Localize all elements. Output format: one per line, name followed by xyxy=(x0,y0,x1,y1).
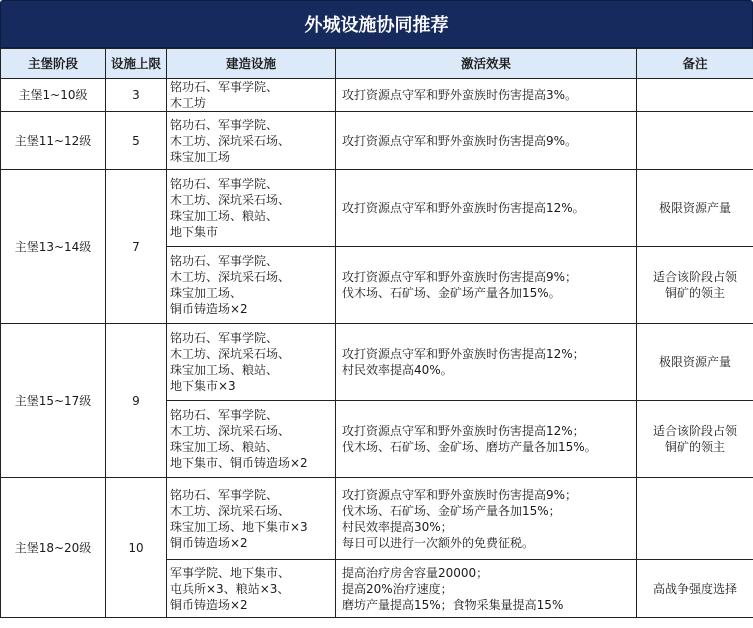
limit-cell: 9 xyxy=(106,324,167,478)
effects-cell-line: 伐木场、石矿场、金矿场产量各加15%； xyxy=(342,503,561,518)
facilities-cell-line: 珠宝加工场、粮站、 xyxy=(170,363,279,377)
facilities-cell xyxy=(167,324,336,401)
facilities-cell-line: 地下集市×3 xyxy=(170,379,236,393)
facilities-cell-line: 珠宝加工场、地下集市×3 xyxy=(170,519,308,534)
facility-table xyxy=(0,48,753,618)
note-cell-line: 适合该阶段占领 xyxy=(652,424,737,438)
facilities-cell-line: 珠宝加工场、粮站、 xyxy=(170,440,279,454)
facilities-cell-line: 木工坊、深坑采石场、 xyxy=(170,133,291,148)
facilities-cell-line: 珠宝加工场、粮站、 xyxy=(170,209,279,223)
note-cell-line: 适合该阶段占领 xyxy=(652,270,737,284)
note-cell xyxy=(637,170,753,247)
facilities-cell xyxy=(167,401,336,478)
facilities-cell-line: 木工坊、深坑采石场、 xyxy=(170,270,291,284)
effects-cell xyxy=(336,324,637,401)
note-cell xyxy=(637,324,753,401)
effects-cell xyxy=(336,478,637,560)
limit-cell: 5 xyxy=(106,112,167,170)
facilities-cell-line: 铜币铸造场×2 xyxy=(170,302,248,316)
facilities-cell xyxy=(167,478,336,560)
facilities-cell-line: 珠宝加工场、 xyxy=(170,286,243,300)
effects-cell-line: 攻打资源点守军和野外蛮族时伤害提高9%。 xyxy=(342,133,578,148)
stage-cell: 主堡1~10级 xyxy=(1,79,106,112)
effects-cell-line: 攻打资源点守军和野外蛮族时伤害提高12%； xyxy=(342,347,585,361)
facilities-cell-line: 铭功石、军事学院、 xyxy=(170,331,279,345)
note-cell xyxy=(637,401,753,478)
table-row xyxy=(1,478,753,560)
facilities-cell-line: 地下集市 xyxy=(170,225,219,239)
effects-cell xyxy=(336,560,637,618)
table-row xyxy=(1,79,753,112)
header-note: 备注 xyxy=(637,49,753,79)
facilities-cell-line: 木工坊、深坑采石场、 xyxy=(170,503,291,518)
table-row xyxy=(1,170,753,247)
facilities-cell xyxy=(167,247,336,324)
effects-cell-line: 攻打资源点守军和野外蛮族时伤害提高9%； xyxy=(342,487,578,502)
effects-cell-line: 攻打资源点守军和野外蛮族时伤害提高12%； xyxy=(342,424,585,438)
facilities-cell-line: 木工坊、深坑采石场、 xyxy=(170,424,291,438)
table-title: 外城设施协同推荐 xyxy=(0,0,753,48)
note-cell xyxy=(637,478,753,560)
limit-cell: 3 xyxy=(106,79,167,112)
stage-cell: 主堡11~12级 xyxy=(1,112,106,170)
table-row xyxy=(1,112,753,170)
facilities-cell-line: 铜币铸造场×2 xyxy=(170,597,248,612)
facilities-cell xyxy=(167,112,336,170)
note-cell-line: 铜矿的领主 xyxy=(664,286,725,300)
header-facilities: 建造设施 xyxy=(167,49,336,79)
effects-cell xyxy=(336,170,637,247)
facilities-cell-line: 木工坊 xyxy=(170,96,207,110)
effects-cell-line: 伐木场、石矿场、金矿场、磨坊产量各加15%。 xyxy=(342,440,597,454)
limit-cell: 10 xyxy=(106,478,167,618)
effects-cell-line: 提高治疗房舍容量20000； xyxy=(342,565,489,580)
effects-cell-line: 攻打资源点守军和野外蛮族时伤害提高9%； xyxy=(342,270,578,284)
header-stage: 主堡阶段 xyxy=(1,49,106,79)
effects-cell-line: 每日可以进行一次额外的免费征税。 xyxy=(342,535,535,550)
effects-cell-line: 村民效率提高40%。 xyxy=(342,363,453,377)
effects-cell-line: 攻打资源点守军和野外蛮族时伤害提高12%。 xyxy=(342,201,585,215)
facilities-cell-line: 地下集市、铜币铸造场×2 xyxy=(170,456,308,470)
facilities-cell xyxy=(167,79,336,112)
effects-cell xyxy=(336,247,637,324)
note-cell-line: 极限资源产量 xyxy=(658,355,731,369)
note-cell-line: 极限资源产量 xyxy=(658,201,731,215)
table-row xyxy=(1,324,753,401)
effects-cell xyxy=(336,401,637,478)
note-cell xyxy=(637,560,753,618)
stage-cell: 主堡13~14级 xyxy=(1,170,106,324)
effects-cell xyxy=(336,112,637,170)
header-limit: 设施上限 xyxy=(106,49,167,79)
facilities-cell-line: 军事学院、地下集市、 xyxy=(170,565,291,580)
facilities-cell-line: 屯兵所×3、粮站×3、 xyxy=(170,581,290,596)
facilities-cell xyxy=(167,560,336,618)
note-cell-line: 铜矿的领主 xyxy=(664,440,725,454)
note-cell xyxy=(637,79,753,112)
facilities-cell-line: 木工坊、深坑采石场、 xyxy=(170,193,291,207)
facilities-cell-line: 铭功石、军事学院、 xyxy=(170,80,279,94)
effects-cell-line: 磨坊产量提高15%；食物采集量提高15% xyxy=(342,597,564,612)
facilities-cell-line: 铭功石、军事学院、 xyxy=(170,487,279,502)
facilities-cell xyxy=(167,170,336,247)
facilities-cell-line: 铜币铸造场×2 xyxy=(170,535,248,550)
facilities-cell-line: 铭功石、军事学院、 xyxy=(170,177,279,191)
header-effects: 激活效果 xyxy=(336,49,637,79)
stage-cell: 主堡18~20级 xyxy=(1,478,106,618)
facilities-cell-line: 铭功石、军事学院、 xyxy=(170,254,279,268)
note-cell xyxy=(637,112,753,170)
note-cell-line: 高战争强度选择 xyxy=(652,581,737,596)
effects-cell xyxy=(336,79,637,112)
facilities-cell-line: 铭功石、军事学院、 xyxy=(170,408,279,422)
facilities-cell-line: 珠宝加工场 xyxy=(170,149,231,164)
stage-cell: 主堡15~17级 xyxy=(1,324,106,478)
effects-cell-line: 攻打资源点守军和野外蛮族时伤害提高3%。 xyxy=(342,88,578,102)
effects-cell-line: 村民效率提高30%； xyxy=(342,519,453,534)
facilities-cell-line: 铭功石、军事学院、 xyxy=(170,117,279,132)
limit-cell: 7 xyxy=(106,170,167,324)
header-row xyxy=(1,49,753,79)
note-cell xyxy=(637,247,753,324)
facilities-cell-line: 木工坊、深坑采石场、 xyxy=(170,347,291,361)
effects-cell-line: 提高20%治疗速度； xyxy=(342,581,453,596)
effects-cell-line: 伐木场、石矿场、金矿场产量各加15%。 xyxy=(342,286,561,300)
